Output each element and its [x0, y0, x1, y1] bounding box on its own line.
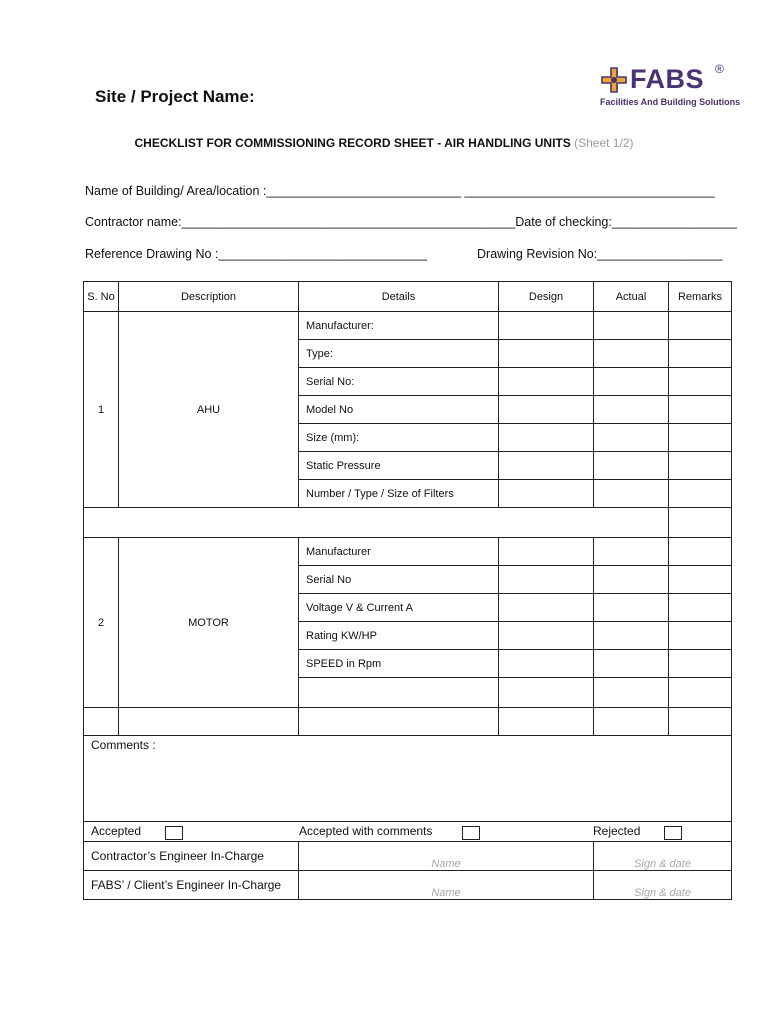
design-cell[interactable] [499, 340, 594, 368]
header-description: Description [119, 282, 299, 312]
detail-label[interactable] [299, 678, 499, 708]
comments-row [84, 736, 732, 822]
remarks-cell[interactable] [669, 538, 732, 566]
sno-cell[interactable] [84, 708, 119, 736]
remarks-cell[interactable] [669, 340, 732, 368]
checklist-title: CHECKLIST FOR COMMISSIONING RECORD SHEET - AIR HANDLING UNITS [134, 136, 571, 150]
name-field[interactable]: Name [299, 842, 594, 871]
actual-cell[interactable] [594, 538, 669, 566]
design-cell[interactable] [499, 678, 594, 708]
site-project-title: Site / Project Name: [95, 87, 255, 106]
ahu-sno: 1 [84, 312, 119, 508]
detail-label: Static Pressure [299, 452, 499, 480]
accepted-with-comments-label: Accepted with comments [299, 824, 433, 838]
actual-cell[interactable] [594, 650, 669, 678]
acceptance-row [84, 822, 732, 842]
spacer-row [84, 508, 732, 538]
remarks-cell[interactable] [669, 708, 732, 736]
accepted-label: Accepted [91, 824, 142, 838]
comments-cell[interactable] [84, 736, 732, 822]
logo-brand: FABS [630, 64, 705, 94]
sheet-number: (Sheet 1/2) [574, 136, 634, 150]
sign-date-field[interactable]: Sign & date [594, 871, 732, 900]
remarks-cell[interactable] [669, 650, 732, 678]
accepted-checkbox[interactable] [165, 826, 183, 840]
checklist-heading [0, 136, 768, 150]
design-cell[interactable] [499, 538, 594, 566]
actual-cell[interactable] [594, 480, 669, 508]
fabs-cross-logo-icon [600, 66, 628, 94]
fabs-logo [600, 62, 741, 110]
design-cell[interactable] [499, 650, 594, 678]
remarks-cell[interactable] [669, 678, 732, 708]
signature-row [84, 871, 732, 900]
remarks-cell[interactable] [669, 396, 732, 424]
ahu-description: AHU [119, 312, 299, 508]
actual-cell[interactable] [594, 312, 669, 340]
actual-cell[interactable] [594, 452, 669, 480]
design-cell[interactable] [499, 708, 594, 736]
detail-label: SPEED in Rpm [299, 650, 499, 678]
header-design: Design [499, 282, 594, 312]
table-row [84, 538, 732, 566]
remarks-cell[interactable] [669, 312, 732, 340]
building-location-field[interactable]: Name of Building/ Area/location :____________________________ ____________________________________ [85, 184, 715, 198]
acceptance-cell [84, 822, 732, 842]
design-cell[interactable] [499, 396, 594, 424]
signature-role: FABS’ / Client’s Engineer In-Charge [84, 871, 299, 900]
actual-cell[interactable] [594, 340, 669, 368]
design-cell[interactable] [499, 368, 594, 396]
header-details: Details [299, 282, 499, 312]
remarks-cell[interactable] [669, 424, 732, 452]
detail-label: Model No [299, 396, 499, 424]
design-cell[interactable] [499, 594, 594, 622]
actual-cell[interactable] [594, 566, 669, 594]
detail-label: Serial No [299, 566, 499, 594]
header-sno: S. No [84, 282, 119, 312]
sign-date-field[interactable]: Sign & date [594, 842, 732, 871]
actual-cell[interactable] [594, 424, 669, 452]
rejected-checkbox[interactable] [664, 826, 682, 840]
drawing-revision-field[interactable]: Drawing Revision No:__________________ [477, 247, 723, 261]
accepted-with-comments-checkbox[interactable] [462, 826, 480, 840]
name-field[interactable]: Name [299, 871, 594, 900]
detail-label: Manufacturer: [299, 312, 499, 340]
remarks-cell[interactable] [669, 508, 732, 538]
reference-drawing-field[interactable]: Reference Drawing No :______________________________ [85, 247, 427, 261]
remarks-cell[interactable] [669, 622, 732, 650]
actual-cell[interactable] [594, 368, 669, 396]
motor-description: MOTOR [119, 538, 299, 708]
detail-label: Voltage V & Current A [299, 594, 499, 622]
design-cell[interactable] [499, 312, 594, 340]
signature-row [84, 842, 732, 871]
header-actual: Actual [594, 282, 669, 312]
details-cell[interactable] [299, 708, 499, 736]
design-cell[interactable] [499, 622, 594, 650]
detail-label: Size (mm): [299, 424, 499, 452]
logo-registered-mark: ® [715, 62, 724, 76]
spacer-cell[interactable] [84, 508, 669, 538]
table-row [84, 708, 732, 736]
actual-cell[interactable] [594, 396, 669, 424]
design-cell[interactable] [499, 480, 594, 508]
motor-sno: 2 [84, 538, 119, 708]
detail-label: Rating KW/HP [299, 622, 499, 650]
design-cell[interactable] [499, 566, 594, 594]
header-remarks: Remarks [669, 282, 732, 312]
detail-label: Serial No: [299, 368, 499, 396]
detail-label: Type: [299, 340, 499, 368]
actual-cell[interactable] [594, 594, 669, 622]
signature-role: Contractor’s Engineer In-Charge [84, 842, 299, 871]
rejected-label: Rejected [593, 824, 641, 838]
remarks-cell[interactable] [669, 480, 732, 508]
comments-label: Comments : [91, 738, 156, 752]
commissioning-table [83, 281, 732, 900]
remarks-cell[interactable] [669, 368, 732, 396]
remarks-cell[interactable] [669, 452, 732, 480]
detail-label: Number / Type / Size of Filters [299, 480, 499, 508]
contractor-date-field[interactable]: Contractor name:________________________________________________Date of checking:__________________ [85, 215, 737, 229]
table-row [84, 312, 732, 340]
design-cell[interactable] [499, 452, 594, 480]
table-header-row [84, 282, 732, 312]
description-cell[interactable] [119, 708, 299, 736]
remarks-cell[interactable] [669, 566, 732, 594]
actual-cell[interactable] [594, 622, 669, 650]
remarks-cell[interactable] [669, 594, 732, 622]
logo-tagline: Facilities And Building Solutions [600, 97, 741, 107]
design-cell[interactable] [499, 424, 594, 452]
actual-cell[interactable] [594, 678, 669, 708]
actual-cell[interactable] [594, 708, 669, 736]
detail-label: Manufacturer [299, 538, 499, 566]
